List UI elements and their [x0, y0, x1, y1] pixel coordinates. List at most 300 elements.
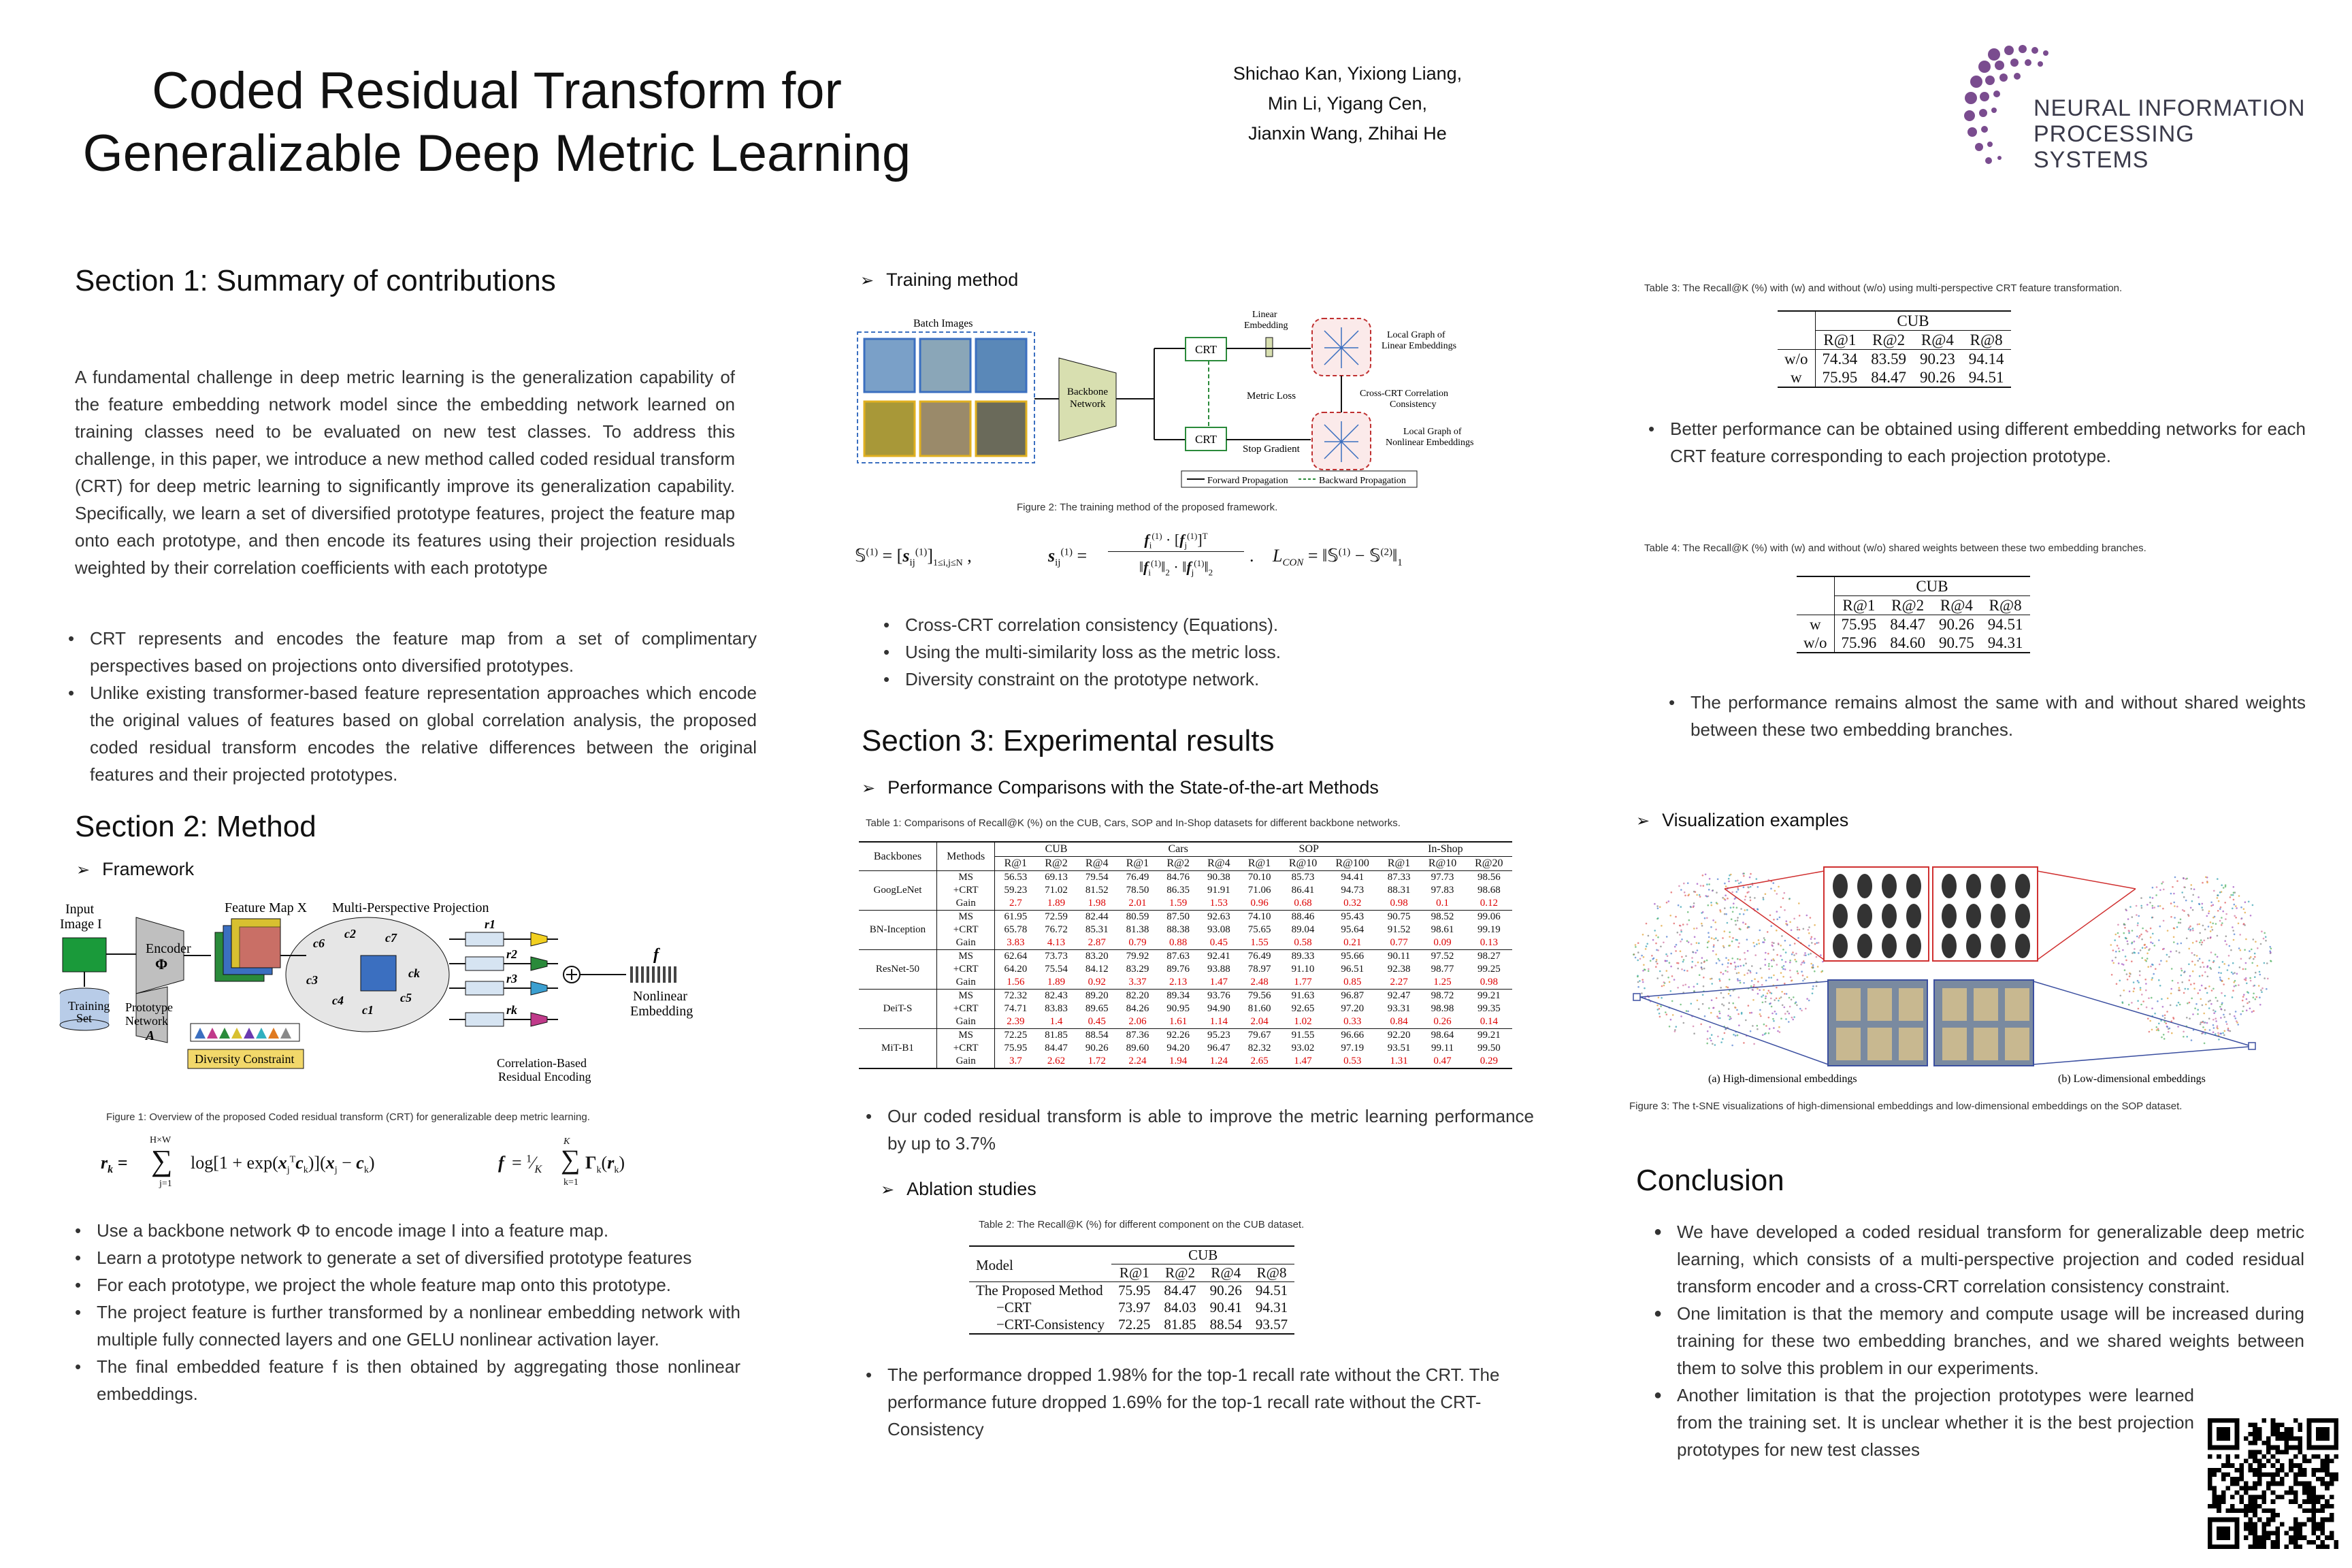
- list-item: ● Another limitation is that the projection prototypes were learned from the training set. It is unclear whether it is the best projection prototypes for new test classes: [1677, 1382, 2194, 1463]
- scatter-point: [2186, 937, 2188, 939]
- scatter-point: [2229, 1013, 2231, 1015]
- scatter-point: [1818, 942, 1820, 944]
- scatter-point: [2267, 978, 2269, 980]
- scatter-point: [1745, 1019, 1747, 1022]
- zoom-thumbnail: [1966, 934, 1981, 958]
- scatter-point: [1701, 966, 1703, 968]
- scatter-point: [2119, 936, 2121, 938]
- scatter-point: [2180, 968, 2183, 970]
- scatter-point: [2212, 1032, 2215, 1034]
- table-cell: 1.47: [1209, 977, 1228, 987]
- scatter-point: [1737, 1034, 1739, 1036]
- scatter-point: [1678, 885, 1680, 887]
- ablation-bullets: [866, 1361, 1534, 1443]
- table-cell: 92.20: [1387, 1030, 1411, 1041]
- table-cell: 98.68: [1477, 885, 1501, 896]
- table-cell: 1.02: [1294, 1016, 1312, 1027]
- table-row: [859, 976, 1512, 990]
- scatter-point: [2200, 1024, 2202, 1026]
- scatter-point: [1667, 977, 1669, 979]
- table-cell: 91.52: [1387, 924, 1411, 935]
- table-cell: 90.38: [1207, 872, 1230, 883]
- scatter-point: [1711, 904, 1713, 906]
- scatter-point: [1666, 936, 1668, 938]
- scatter-point: [1701, 925, 1703, 927]
- table-cell: 89.20: [1085, 990, 1109, 1001]
- scatter-point: [2137, 922, 2139, 924]
- scatter-point: [1728, 993, 1730, 995]
- scatter-point: [2183, 886, 2185, 888]
- scatter-point: [1782, 949, 1784, 951]
- scatter-point: [2208, 960, 2210, 962]
- table-1-subhead: R@1: [1247, 858, 1271, 869]
- scatter-point: [1759, 943, 1761, 945]
- scatter-point: [1643, 964, 1645, 966]
- table-row: [859, 963, 1512, 976]
- scatter-point: [1681, 968, 1683, 970]
- scatter-point: [1797, 937, 1799, 939]
- scatter-point: [1673, 923, 1676, 925]
- scatter-point: [1776, 930, 1778, 932]
- scatter-point: [1757, 993, 1759, 995]
- scatter-point: [2204, 971, 2206, 973]
- table-cell: 90.26: [1209, 1282, 1242, 1298]
- table-cell: 91.10: [1291, 964, 1315, 975]
- scatter-point: [2158, 939, 2160, 941]
- scatter-point: [1687, 1011, 1689, 1013]
- scatter-point: [1702, 911, 1704, 913]
- list-item: • Use a backbone network Φ to encode image I into a feature map.: [97, 1217, 740, 1244]
- table-1-method: +CRT: [936, 963, 995, 976]
- scatter-point: [2154, 945, 2156, 947]
- scatter-point: [1722, 897, 1724, 899]
- scatter-point: [1752, 1025, 1754, 1027]
- table-cell: 95.23: [1207, 1030, 1230, 1041]
- scatter-point: [2253, 938, 2255, 941]
- scatter-point: [2235, 1017, 2237, 1019]
- scatter-point: [2142, 947, 2144, 949]
- scatter-point: [2127, 943, 2129, 945]
- scatter-point: [1633, 953, 1635, 956]
- scatter-point: [2166, 1022, 2168, 1024]
- table-cell: 88.31: [1387, 885, 1411, 896]
- scatter-point: [2176, 943, 2178, 945]
- scatter-point: [2139, 975, 2141, 977]
- table-cell: 94.41: [1341, 872, 1365, 883]
- scatter-point: [2219, 892, 2221, 894]
- table-1-method: Gain: [936, 1015, 995, 1029]
- scatter-point: [2133, 990, 2135, 992]
- scatter-point: [2213, 1012, 2215, 1014]
- scatter-point: [1725, 894, 1727, 896]
- scatter-point: [1671, 975, 1673, 977]
- table-cell: 1.53: [1209, 898, 1228, 909]
- scatter-point: [2205, 877, 2207, 879]
- scatter-point: [2150, 936, 2152, 938]
- scatter-point: [1763, 898, 1765, 900]
- table-cell: 72.32: [1004, 990, 1028, 1001]
- scatter-point: [2191, 961, 2193, 963]
- table-4-col: R@2: [1891, 597, 1925, 614]
- scatter-point: [2125, 956, 2127, 958]
- scatter-point: [2233, 939, 2235, 941]
- scatter-point: [1669, 1026, 1671, 1028]
- scatter-point: [2242, 1011, 2244, 1013]
- scatter-point: [1692, 961, 1694, 963]
- table-cell: 0.1: [1436, 898, 1449, 909]
- scatter-point: [1733, 1034, 1735, 1036]
- scatter-point: [2183, 1031, 2185, 1033]
- scatter-point: [1765, 964, 1767, 966]
- scatter-point: [2140, 987, 2142, 989]
- scatter-point: [1670, 966, 1672, 968]
- scatter-point: [1652, 939, 1654, 941]
- scatter-point: [2210, 951, 2212, 953]
- table-2-col: R@8: [1256, 1264, 1287, 1281]
- scatter-point: [2253, 985, 2255, 987]
- table-1-subhead: R@100: [1335, 858, 1369, 869]
- scatter-point: [2151, 917, 2153, 919]
- scatter-point: [1729, 936, 1731, 938]
- scatter-point: [2114, 957, 2117, 959]
- scatter-point: [2221, 917, 2223, 919]
- table-cell: 0.47: [1433, 1056, 1452, 1066]
- list-item: • Unlike existing transformer-based feature representation approaches which encode the original values of features based on global correlation analysis, the proposed coded residual transform encodes the relative differences between the original features and their projected prototypes.: [90, 679, 757, 788]
- table-cell: 1.89: [1047, 898, 1066, 909]
- scatter-point: [1683, 959, 1685, 961]
- scatter-point: [2192, 1013, 2194, 1015]
- table-cell: 79.54: [1085, 872, 1109, 883]
- table-1-method: MS: [936, 871, 995, 885]
- scatter-point: [1762, 1002, 1764, 1004]
- scatter-point: [2180, 919, 2182, 921]
- scatter-point: [1772, 958, 1774, 960]
- scatter-point: [1751, 965, 1753, 967]
- scatter-point: [1743, 886, 1745, 888]
- scatter-point: [1697, 949, 1699, 951]
- scatter-point: [1635, 957, 1637, 959]
- scatter-point: [2129, 975, 2131, 977]
- table-cell: 0.53: [1343, 1056, 1362, 1066]
- scatter-point: [2138, 981, 2140, 983]
- zoom-thumbnail: [1899, 988, 1923, 1021]
- scatter-point: [1738, 972, 1740, 974]
- scatter-point: [1738, 883, 1740, 885]
- scatter-point: [1703, 961, 1705, 963]
- scatter-point: [2115, 934, 2117, 936]
- zoom-thumbnail: [1857, 874, 1872, 898]
- scatter-point: [2221, 980, 2223, 982]
- scatter-point: [1737, 887, 1739, 889]
- zoom-thumbnail: [1942, 904, 1957, 928]
- scatter-point: [2215, 1011, 2217, 1013]
- scatter-point: [1659, 906, 1661, 908]
- qr-code[interactable]: [2208, 1418, 2338, 1549]
- scatter-point: [2261, 930, 2263, 932]
- svg-text:c7: c7: [385, 931, 397, 945]
- scatter-point: [2211, 990, 2213, 992]
- scatter-point: [2117, 932, 2119, 934]
- table-row: [1797, 615, 2030, 634]
- scatter-point: [2126, 973, 2128, 975]
- scatter-point: [2189, 975, 2191, 977]
- ablation-subheading: ➢ Ablation studies: [881, 1179, 1036, 1200]
- scatter-point: [1776, 998, 1778, 1000]
- scatter-point: [1710, 1037, 1712, 1039]
- scatter-point: [1703, 985, 1705, 987]
- scatter-point: [1653, 958, 1655, 960]
- scatter-point: [2208, 1000, 2210, 1002]
- scatter-point: [1687, 911, 1689, 913]
- scatter-point: [1697, 962, 1699, 964]
- figure-1-caption: Figure 1: Overview of the proposed Coded residual transform (CRT) for generalizable deep metric learning.: [106, 1111, 590, 1123]
- table-cell: 98.56: [1477, 872, 1501, 883]
- table-cell: 90.41: [1209, 1299, 1242, 1316]
- scatter-point: [1717, 879, 1719, 881]
- fig1-mpp-label: Multi-Perspective Projection: [332, 900, 489, 915]
- zoom-thumbnail: [1991, 904, 2006, 928]
- scatter-point: [1737, 966, 1740, 968]
- scatter-point: [1675, 916, 1677, 918]
- scatter-point: [1637, 976, 1639, 978]
- scatter-point: [2234, 934, 2236, 936]
- table-1-method: Gain: [936, 897, 995, 911]
- scatter-point: [1699, 974, 1701, 976]
- scatter-point: [2114, 939, 2116, 941]
- scatter-point: [1805, 1008, 1807, 1010]
- scatter-point: [2225, 943, 2227, 945]
- table-cell: 1.47: [1294, 1056, 1312, 1066]
- scatter-point: [2206, 915, 2208, 917]
- table-cell: 87.50: [1166, 911, 1190, 922]
- scatter-point: [2192, 894, 2194, 896]
- scatter-point: [2215, 953, 2217, 956]
- scatter-point: [2199, 990, 2201, 992]
- scatter-point: [1816, 942, 1818, 944]
- scatter-point: [1733, 906, 1735, 909]
- table-cell: 72.59: [1045, 911, 1068, 922]
- table-3: [1778, 310, 2011, 388]
- table-3-bullets: [1648, 415, 2306, 470]
- table-1-subhead: R@4: [1207, 858, 1230, 869]
- scatter-point: [2137, 980, 2139, 982]
- scatter-point: [2179, 1004, 2181, 1006]
- zoom-thumbnail: [1942, 988, 1967, 1021]
- fig2-lg2: Local Graph of: [1403, 427, 1462, 437]
- table-cell: 0.85: [1343, 977, 1362, 987]
- scatter-point: [1820, 954, 1822, 956]
- table-1-method: Gain: [936, 976, 995, 990]
- scatter-point: [2128, 932, 2130, 934]
- scatter-point: [2200, 966, 2202, 968]
- scatter-point: [1646, 945, 1648, 947]
- fig2-cc2: Consistency: [1390, 399, 1437, 410]
- scatter-point: [2232, 962, 2234, 964]
- scatter-point: [1706, 960, 1708, 962]
- scatter-point: [1756, 943, 1758, 945]
- scatter-point: [1713, 946, 1715, 948]
- scatter-point: [1680, 930, 1682, 932]
- scatter-point: [2235, 1011, 2237, 1013]
- table-cell: 95.43: [1341, 911, 1365, 922]
- table-3-h-cub: CUB: [1815, 311, 2011, 331]
- scatter-point: [2249, 1008, 2251, 1010]
- scatter-point: [1744, 952, 1746, 954]
- scatter-point: [1655, 943, 1657, 945]
- scatter-point: [2224, 902, 2226, 904]
- scatter-point: [1739, 980, 1741, 982]
- scatter-point: [2212, 1009, 2215, 1011]
- scatter-point: [2238, 923, 2240, 925]
- scatter-point: [2233, 899, 2235, 901]
- scatter-point: [2217, 1000, 2219, 1002]
- scatter-point: [1736, 891, 1738, 893]
- scatter-point: [2227, 1028, 2230, 1030]
- scatter-point: [2221, 992, 2223, 994]
- scatter-point: [1724, 913, 1726, 915]
- table-1-method: MS: [936, 911, 995, 924]
- scatter-point: [1771, 1006, 1773, 1008]
- scatter-point: [2151, 1008, 2153, 1010]
- table-cell: 98.77: [1431, 964, 1454, 975]
- scatter-point: [1685, 956, 1687, 958]
- scatter-point: [2219, 920, 2221, 922]
- scatter-point: [1737, 917, 1739, 919]
- table-cell: 0.09: [1433, 937, 1452, 948]
- scatter-point: [2164, 1015, 2166, 1017]
- scatter-point: [1730, 906, 1732, 909]
- scatter-point: [1792, 951, 1794, 953]
- scatter-point: [2228, 964, 2230, 966]
- scatter-point: [2228, 978, 2230, 980]
- zoom-thumbnail: [1991, 934, 2006, 958]
- figure-2-training: [855, 310, 1508, 494]
- scatter-point: [2158, 979, 2160, 981]
- scatter-point: [1774, 1011, 1776, 1013]
- scatter-point: [1811, 936, 1813, 938]
- scatter-point: [2192, 930, 2194, 932]
- scatter-point: [2228, 1030, 2230, 1032]
- scatter-point: [2127, 918, 2129, 920]
- scatter-point: [2183, 910, 2185, 912]
- table-cell: 97.83: [1431, 885, 1454, 896]
- table-cell: 84.12: [1085, 964, 1109, 975]
- scatter-point: [2264, 962, 2266, 964]
- scatter-point: [1705, 895, 1707, 897]
- scatter-point: [1705, 874, 1707, 876]
- table-2-row-name: −CRT: [996, 1299, 1032, 1316]
- scatter-point: [2259, 971, 2261, 973]
- table-cell: 99.50: [1477, 1043, 1501, 1054]
- scatter-point: [1761, 977, 1763, 979]
- scatter-point: [2232, 973, 2234, 975]
- scatter-point: [1793, 996, 1795, 998]
- table-cell: 98.52: [1431, 911, 1454, 922]
- scatter-point: [1704, 1015, 1706, 1017]
- scatter-point: [1784, 1007, 1786, 1009]
- scatter-point: [2217, 910, 2219, 912]
- scatter-point: [2228, 955, 2230, 957]
- scatter-point: [2141, 938, 2143, 941]
- scatter-point: [1762, 1034, 1764, 1036]
- scatter-point: [2150, 941, 2152, 943]
- scatter-point: [2236, 1020, 2238, 1022]
- scatter-point: [1734, 962, 1736, 964]
- fig2-metric-loss: Metric Loss: [1247, 391, 1296, 402]
- scatter-point: [2240, 958, 2242, 960]
- scatter-point: [1684, 895, 1686, 897]
- scatter-point: [1735, 939, 1737, 941]
- scatter-point: [1789, 1006, 1791, 1008]
- table-cell: 0.92: [1088, 977, 1106, 987]
- scatter-point: [2250, 915, 2252, 917]
- table-row: [969, 1299, 1294, 1316]
- scatter-point: [2178, 951, 2180, 953]
- scatter-point: [2138, 937, 2140, 939]
- scatter-point: [2217, 1032, 2219, 1034]
- scatter-point: [1786, 1011, 1788, 1013]
- scatter-point: [1816, 985, 1818, 987]
- scatter-point: [1680, 1015, 1682, 1017]
- scatter-point: [2202, 962, 2204, 964]
- scatter-point: [1725, 1028, 1727, 1030]
- scatter-point: [2129, 990, 2131, 992]
- scatter-point: [2163, 1038, 2166, 1040]
- scatter-point: [1656, 918, 1659, 920]
- scatter-point: [2142, 1000, 2144, 1002]
- scatter-point: [1791, 953, 1793, 956]
- scatter-point: [2242, 1000, 2244, 1002]
- scatter-point: [2217, 878, 2219, 880]
- scatter-point: [1750, 970, 1752, 973]
- scatter-point: [2163, 1034, 2165, 1036]
- table-row: [969, 1282, 1294, 1300]
- table-cell: 94.73: [1341, 885, 1365, 896]
- scatter-point: [2202, 909, 2204, 911]
- scatter-point: [1667, 956, 1669, 958]
- table-1-backbone: DeiT-S: [859, 990, 936, 1029]
- table-cell: 90.75: [1939, 634, 1974, 651]
- scatter-point: [1709, 878, 1711, 880]
- scatter-point: [2201, 1032, 2203, 1034]
- zoom-thumbnail: [1867, 988, 1892, 1021]
- table-cell: 75.95: [1841, 616, 1877, 633]
- scatter-point: [1764, 939, 1766, 941]
- table-cell: 83.83: [1045, 1003, 1068, 1014]
- scatter-point: [2225, 918, 2227, 920]
- scatter-point: [1686, 924, 1688, 926]
- scatter-point: [2202, 882, 2204, 884]
- scatter-point: [2223, 1014, 2225, 1016]
- scatter-point: [1717, 940, 1719, 942]
- fig1-encoder-label: Encoder: [146, 941, 191, 956]
- scatter-point: [1671, 892, 1673, 894]
- scatter-point: [1728, 878, 1730, 880]
- table-3-caption: Table 3: The Recall@K (%) with (w) and without (w/o) using multi-perspective CRT feature transformation.: [1644, 282, 2123, 294]
- scatter-point: [1711, 983, 1713, 985]
- scatter-point: [2224, 940, 2226, 942]
- table-cell: 72.25: [1118, 1316, 1151, 1333]
- svg-text:c5: c5: [400, 991, 412, 1004]
- scatter-point: [1687, 882, 1689, 884]
- scatter-point: [1799, 915, 1801, 917]
- fig2-backward: Backward Propagation: [1319, 476, 1406, 486]
- scatter-point: [2225, 1021, 2227, 1023]
- zoom-thumbnail: [2015, 904, 2030, 928]
- table-cell: 80.59: [1126, 911, 1149, 922]
- scatter-point: [2240, 1013, 2242, 1015]
- scatter-point: [2246, 1009, 2248, 1011]
